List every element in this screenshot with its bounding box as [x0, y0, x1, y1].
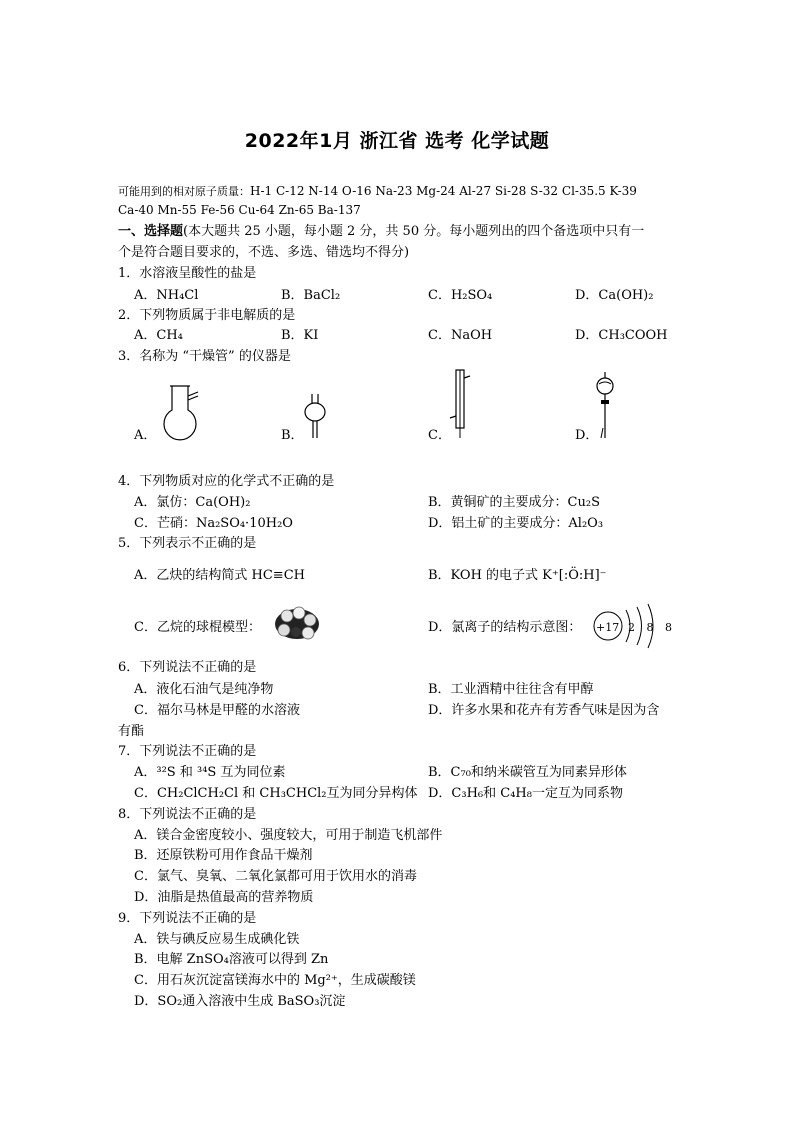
- q7-stem: 7．下列说法不正确的是: [118, 744, 257, 759]
- q8-option-d: D．油脂是热值最高的营养物质: [134, 890, 314, 905]
- q8-option-c: C．氯气、臭氧、二氧化氯都可用于饮用水的消毒: [134, 869, 417, 884]
- q1-stem: 1．水溶液呈酸性的盐是: [118, 266, 257, 281]
- q2-option-b: B．KI: [281, 328, 319, 343]
- q6-option-a: A．液化石油气是纯净物: [134, 682, 274, 697]
- q3-option-b: B．: [281, 428, 304, 443]
- q9-stem: 9．下列说法不正确的是: [118, 911, 257, 926]
- page-title: 2022年1月 浙江省 选考 化学试题: [244, 130, 550, 152]
- q3-stem: 3．名称为 “干燥管” 的仪器是: [118, 349, 291, 364]
- q9-option-d: D．SO₂通入溶液中生成 BaSO₃沉淀: [134, 994, 346, 1009]
- q9-option-c: C．用石灰沉淀富镁海水中的 Mg²⁺，生成碳酸镁: [134, 973, 416, 988]
- atomic-masses-label: 可能用到的相对原子质量：: [118, 185, 250, 198]
- atomic-masses-line1: H-1 C-12 N-14 O-16 Na-23 Mg-24 Al-27 Si-28 S-32 Cl-35.5 K-39: [250, 184, 637, 198]
- atomic-masses: [118, 182, 678, 219]
- q4-stem: 4．下列物质对应的化学式不正确的是: [118, 474, 335, 489]
- chloride-nucleus-label: +17: [596, 621, 620, 634]
- q7-option-d: D．C₃H₆和 C₄H₈一定互为同系物: [428, 786, 623, 801]
- q5-option-c: C．乙烷的球棍模型：: [134, 620, 261, 635]
- q2-stem: 2．下列物质属于非电解质的是: [118, 308, 296, 323]
- q6-option-b: B．工业酒精中往往含有甲醇: [428, 682, 594, 697]
- q4-option-a: A．氯仿：Ca(OH)₂: [134, 495, 251, 510]
- q2-option-a: A．CH₄: [134, 328, 183, 343]
- separatory-funnel-icon: [592, 372, 618, 442]
- q6-stem: 6．下列说法不正确的是: [118, 660, 257, 675]
- q7-option-a: A．³²S 和 ³⁴S 互为同位素: [134, 765, 286, 780]
- q6-option-d: D．许多水果和花卉有芳香气味是因为含: [428, 703, 660, 718]
- q5-stem: 5．下列表示不正确的是: [118, 536, 257, 551]
- q1-option-b: B．BaCl₂: [281, 288, 341, 303]
- q8-stem: 8．下列说法不正确的是: [118, 807, 257, 822]
- q6-option-c: C．福尔马林是甲醛的水溶液: [134, 703, 300, 718]
- q4-option-c: C．芒硝：Na₂SO₄·10H₂O: [134, 516, 293, 531]
- q6-option-d-cont: 有酯: [118, 724, 145, 739]
- chloride-shell-label: 2 8 8: [628, 621, 676, 634]
- q2-option-d: D．CH₃COOH: [575, 328, 668, 343]
- q8-option-b: B．还原铁粉可用作食品干燥剂: [134, 848, 313, 863]
- q7-option-c: C．CH₂ClCH₂Cl 和 CH₃CHCl₂互为同分异构体: [134, 786, 418, 801]
- q9-option-b: B．电解 ZnSO₄溶液可以得到 Zn: [134, 952, 329, 967]
- atomic-masses-line2: Ca-40 Mn-55 Fe-56 Cu-64 Zn-65 Ba-137: [118, 203, 361, 217]
- section-desc-1: (本大题共 25 小题，每小题 2 分，共 50 分。每小题列出的四个备选项中只有一: [183, 224, 645, 239]
- section-heading-line1: [118, 224, 644, 240]
- flask-with-side-arm-icon: [158, 384, 208, 446]
- q3-option-a: A．: [134, 428, 157, 443]
- section-desc-2: 个是符合题目要求的，不选、多选、错选均不得分): [118, 245, 410, 260]
- q7-option-b: B．C₇₀和纳米碳管互为同素异形体: [428, 765, 627, 780]
- q3-option-d: D．: [575, 428, 599, 443]
- q4-option-b: B．黄铜矿的主要成分：Cu₂S: [428, 495, 600, 510]
- q1-option-d: D．Ca(OH)₂: [575, 288, 654, 303]
- section-heading: 一、选择题: [118, 224, 184, 239]
- q8-option-a: A．镁合金密度较小、强度较大，可用于制造飞机部件: [134, 828, 443, 843]
- q5-option-a: A．乙炔的结构简式 HC≡CH: [134, 568, 305, 583]
- q3-option-c: C．: [428, 428, 451, 443]
- q4-option-d: D．铝土矿的主要成分：Al₂O₃: [428, 516, 604, 531]
- q5-option-d: D．氯离子的结构示意图：: [428, 620, 582, 635]
- condenser-tube-icon: [448, 368, 472, 440]
- q9-option-a: A．铁与碘反应易生成碘化铁: [134, 932, 300, 947]
- drying-tube-icon: [300, 392, 330, 442]
- q2-option-c: C．NaOH: [428, 328, 493, 343]
- q5-option-b: B．KOH 的电子式 K⁺[:Ö:H]⁻: [428, 568, 607, 583]
- ethane-ball-stick-model-icon: [272, 606, 322, 642]
- q1-option-a: A．NH₄Cl: [134, 288, 199, 303]
- q1-option-c: C．H₂SO₄: [428, 288, 493, 303]
